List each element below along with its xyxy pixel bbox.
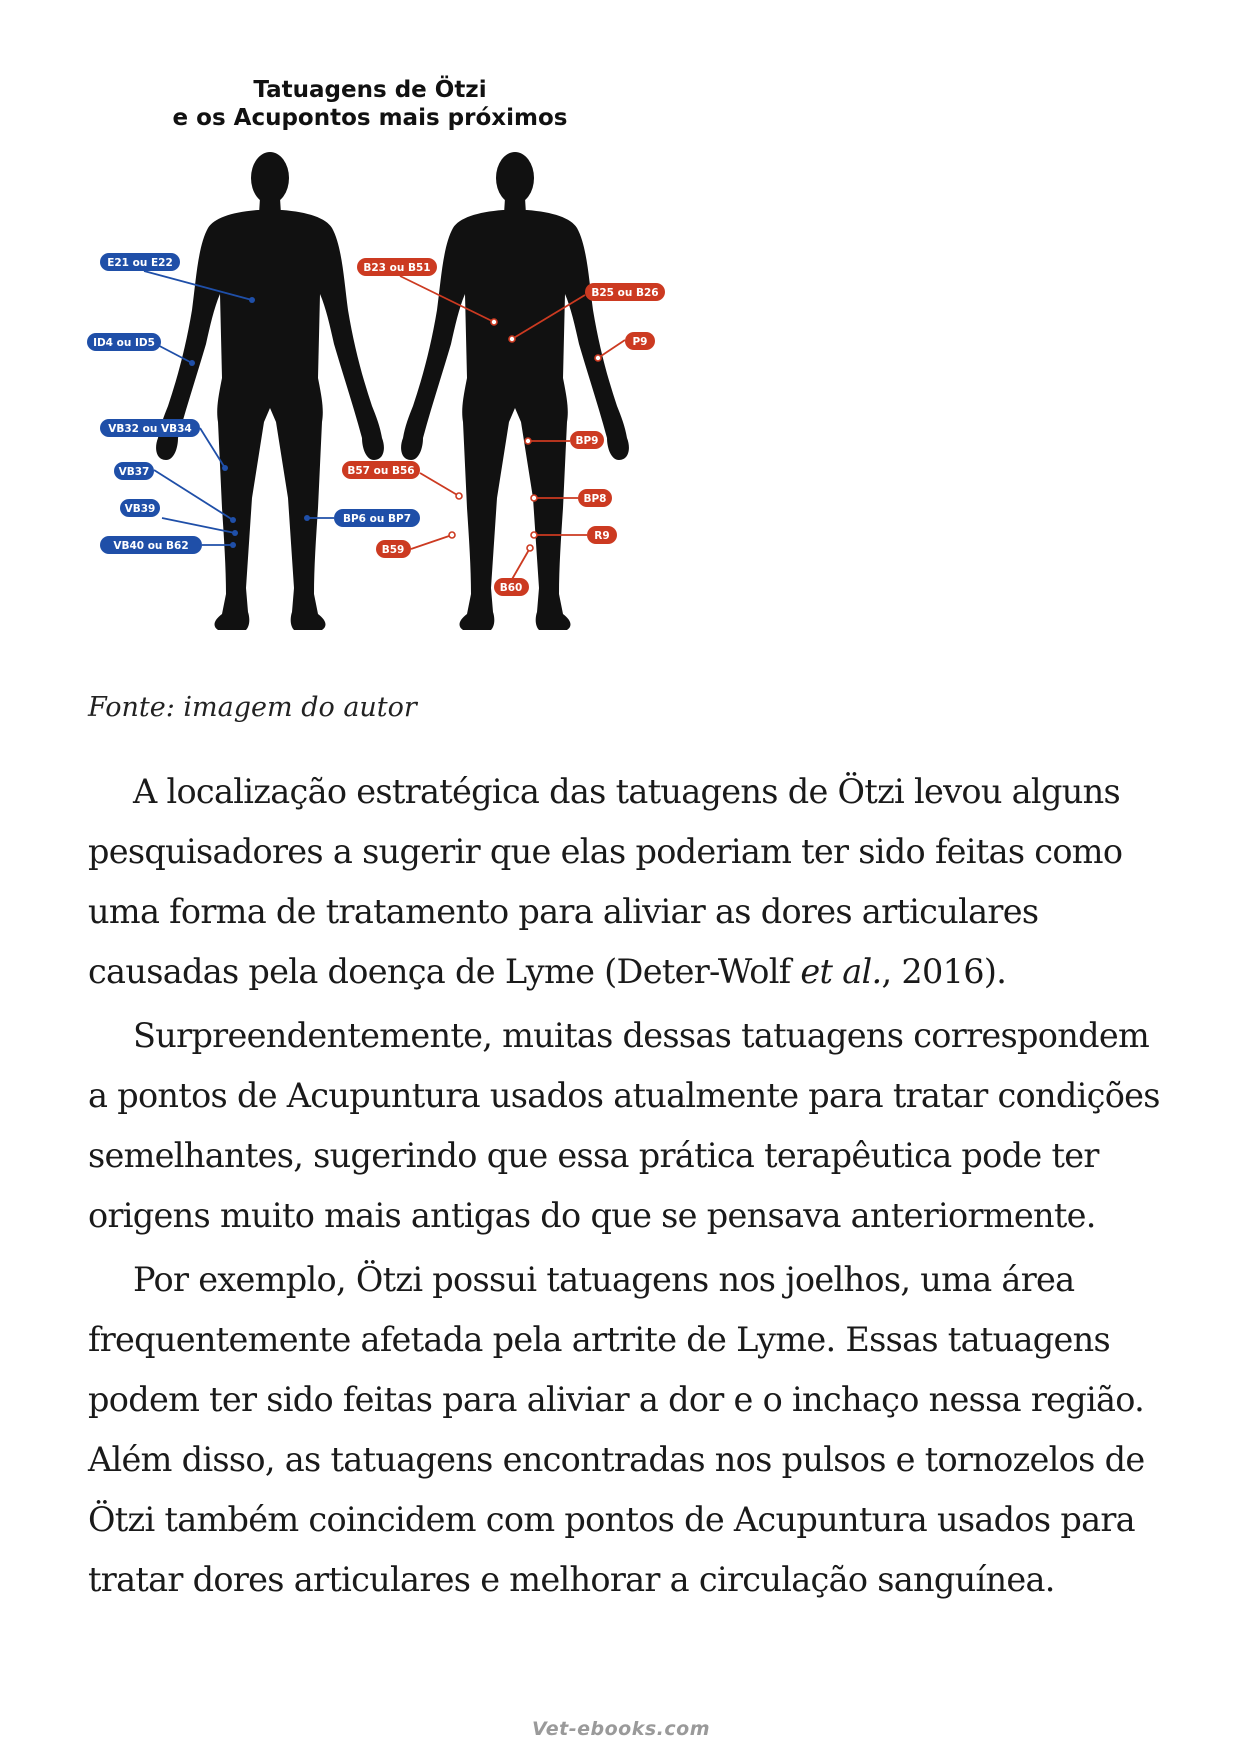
paragraph-3: Por exemplo, Ötzi possui tatuagens nos joelhos, uma área frequentemente afetada pela artrite de Lyme. Essas tatuagens podem ter sido feitas para aliviar a dor e o inchaço nessa região. Além disso, as tatuagens encontradas nos pulsos e tornozelos de Ötzi também coincidem com pontos de Acupuntura usados para tratar dores articulares e melhorar a circulação sanguínea. — [88, 1260, 1145, 1599]
label-back-6 — [587, 526, 617, 544]
label-back-4 — [342, 461, 420, 479]
label-back-7 — [376, 540, 411, 558]
label-back-1 — [585, 283, 665, 301]
svg-text:BP8: BP8 — [583, 493, 607, 505]
label-front-5 — [100, 536, 202, 554]
figure-caption: Fonte: imagem do autor — [88, 692, 417, 723]
label-front-0 — [100, 253, 180, 271]
svg-text:B59: B59 — [381, 544, 405, 556]
label-front-3 — [114, 462, 154, 480]
front-silhouette — [156, 152, 384, 630]
label-front-4 — [120, 499, 160, 517]
svg-text:R9: R9 — [594, 530, 610, 542]
body-text — [88, 762, 1173, 1614]
label-front-1 — [87, 333, 161, 351]
svg-text:B25 ou B26: B25 ou B26 — [591, 287, 659, 299]
svg-text:BP6 ou BP7: BP6 ou BP7 — [342, 513, 412, 525]
label-back-0 — [357, 258, 437, 276]
svg-text:VB40 ou B62: VB40 ou B62 — [113, 540, 189, 552]
label-back-8 — [494, 578, 529, 596]
svg-text:B23 ou B51: B23 ou B51 — [363, 262, 431, 274]
paragraph-2: Surpreendentemente, muitas dessas tatuagens correspondem a pontos de Acupuntura usados atualmente para tratar condições semelhantes, sugerindo que essa prática terapêutica pode ter origens muito mais antigas do que se pensava anteriormente. — [88, 1016, 1160, 1235]
svg-text:VB39: VB39 — [124, 503, 156, 515]
paragraph-1: A localização estratégica das tatuagens de Ötzi levou alguns pesquisadores a sugerir que elas poderiam ter sido feitas como uma forma de tratamento para aliviar as dores articulares causadas pela doença de Lyme (Deter-Wolf et al., 2016). — [88, 772, 1123, 991]
label-back-3 — [570, 431, 604, 449]
svg-text:ID4 ou ID5: ID4 ou ID5 — [93, 337, 155, 349]
svg-text:P9: P9 — [632, 336, 648, 348]
footer-watermark-logo: Vet-ebooks.com — [531, 1718, 711, 1740]
svg-text:B60: B60 — [499, 582, 523, 594]
svg-text:B57 ou B56: B57 ou B56 — [347, 465, 415, 477]
svg-text:VB32 ou VB34: VB32 ou VB34 — [108, 423, 192, 435]
figure-title-line1: Tatuagens de Ötzi — [253, 77, 487, 103]
svg-text:BP9: BP9 — [575, 435, 599, 447]
label-back-2 — [625, 332, 655, 350]
figure-title-line2: e os Acupontos mais próximos — [172, 105, 568, 131]
back-silhouette — [401, 152, 629, 630]
label-front-6 — [334, 509, 420, 527]
label-back-5 — [578, 489, 612, 507]
svg-text:E21 ou E22: E21 ou E22 — [107, 257, 173, 269]
svg-text:VB37: VB37 — [118, 466, 150, 478]
acupoints-figure — [80, 75, 780, 675]
label-front-2 — [100, 419, 200, 437]
